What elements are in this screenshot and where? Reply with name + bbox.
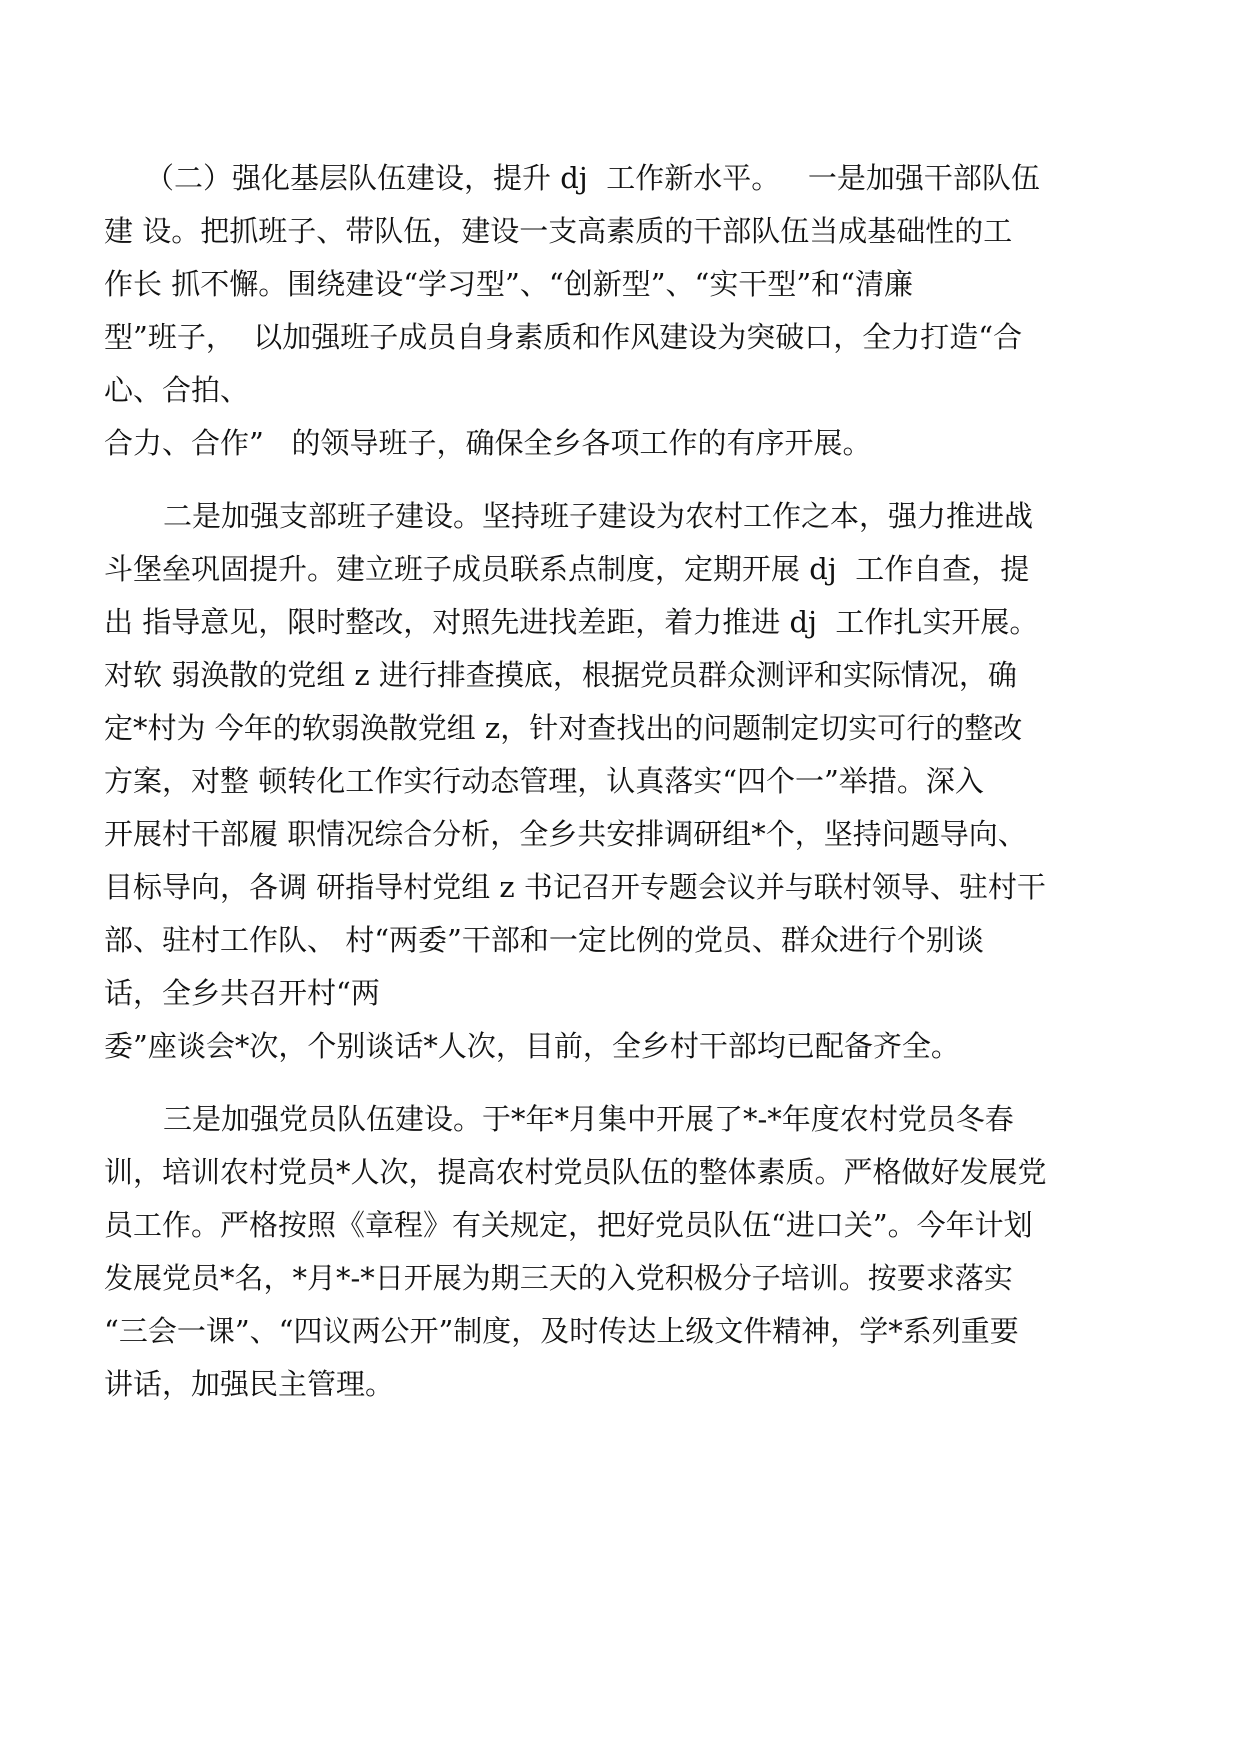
- paragraph-1-line-6: 合力、合作” 的领导班子，确保全乡各项工作的有序开展。: [104, 426, 872, 460]
- paragraph-1-line-3: 作长 抓不懈。围绕建设“学习型”、“创新型”、“实干型”和“清廉: [104, 267, 913, 301]
- paragraph-1-line-4: 型”班子， 以加强班子成员自身素质和作风建设为突破口，全力打造“合: [104, 320, 1023, 354]
- paragraph-3-line-4: 发展党员*名，*月*-*日开展为期三天的入党积极分子培训。按要求落实: [104, 1261, 1013, 1295]
- paragraph-2-line-2: 斗堡垒巩固提升。建立班子成员联系点制度，定期开展 dj 工作自查，提: [104, 552, 1030, 586]
- paragraph-2-line-3: 出 指导意见，限时整改，对照先进找差距，着力推进 dj 工作扎实开展。: [104, 605, 1039, 639]
- paragraph-2-line-5: 定*村为 今年的软弱涣散党组 z，针对查找出的问题制定切实可行的整改: [104, 711, 1023, 745]
- paragraph-3-line-1: 三是加强党员队伍建设。于*年*月集中开展了*-*年度农村党员冬春: [163, 1102, 1014, 1136]
- paragraph-3-line-5: “三会一课”、“四议两公开”制度，及时传达上级文件精神，学*系列重要: [104, 1314, 1019, 1348]
- paragraph-2-line-4: 对软 弱涣散的党组 z 进行排查摸底，根据党员群众测评和实际情况，确: [104, 658, 1017, 692]
- paragraph-3-line-3: 员工作。严格按照《章程》有关规定，把好党员队伍“进口关”。今年计划: [104, 1208, 1033, 1242]
- paragraph-2-line-1: 二是加强支部班子建设。坚持班子建设为农村工作之本，强力推进战: [163, 499, 1034, 533]
- paragraph-3-line-2: 训，培训农村党员*人次，提高农村党员队伍的整体素质。严格做好发展党: [104, 1155, 1047, 1189]
- paragraph-2-line-6: 方案，对整 顿转化工作实行动态管理，认真落实“四个一”举措。深入: [104, 764, 984, 798]
- paragraph-2-line-11: 委”座谈会*次，个别谈话*人次，目前，全乡村干部均已配备齐全。: [104, 1029, 960, 1063]
- paragraph-3-line-6: 讲话，加强民主管理。: [104, 1367, 395, 1401]
- paragraph-1-line-1: （二）强化基层队伍建设，提升 dj 工作新水平。 一是加强干部队伍: [145, 161, 1040, 195]
- paragraph-1-line-2: 建 设。把抓班子、带队伍，建设一支高素质的干部队伍当成基础性的工: [104, 214, 1013, 248]
- paragraph-1-line-5: 心、合拍、: [104, 373, 250, 407]
- paragraph-2-line-7: 开展村干部履 职情况综合分析，全乡共安排调研组*个，坚持问题导向、: [104, 817, 1027, 851]
- paragraph-2-line-10: 话，全乡共召开村“两: [104, 976, 380, 1010]
- paragraph-2-line-8: 目标导向，各调 研指导村党组 z 书记召开专题会议并与联村领导、驻村干: [104, 870, 1046, 904]
- paragraph-2-line-9: 部、驻村工作队、 村“两委”干部和一定比例的党员、群众进行个别谈: [104, 923, 984, 957]
